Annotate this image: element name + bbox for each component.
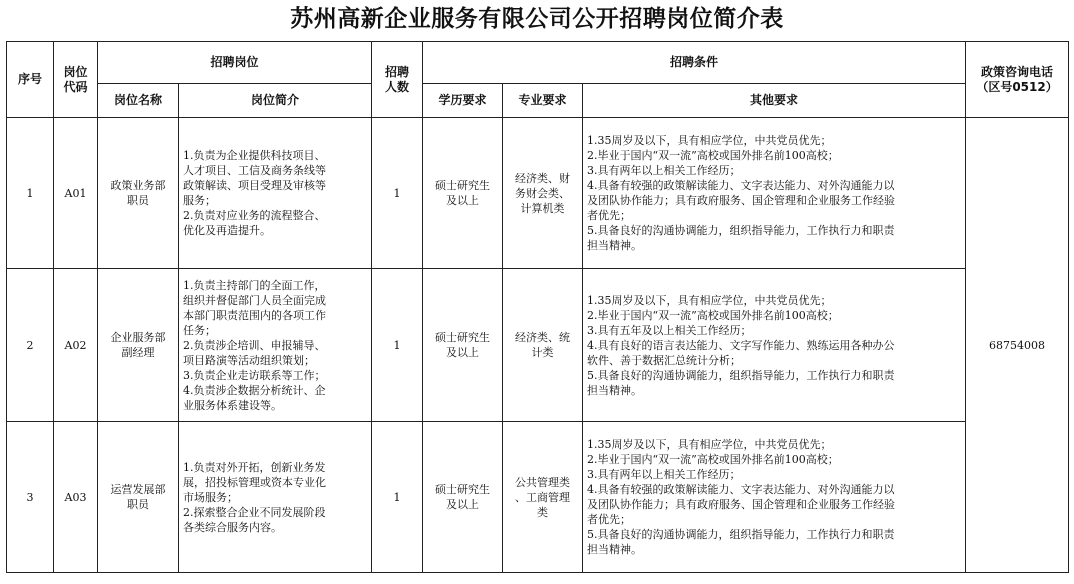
- other-line: 者优先；: [587, 513, 632, 526]
- desc-line: 组织并督促部门人员全面完成: [183, 293, 326, 307]
- name-line: 企业服务部: [110, 331, 166, 344]
- education-cell: [423, 118, 503, 269]
- table-row: [7, 422, 1069, 573]
- position-desc-cell: [179, 269, 372, 422]
- header-education: 学历要求: [423, 84, 503, 118]
- header-code: [54, 42, 98, 118]
- education-cell: [423, 269, 503, 422]
- count-cell: 1: [372, 118, 423, 269]
- other-requirements-cell: [583, 269, 966, 422]
- position-name-cell: [98, 118, 179, 269]
- page-title: 苏州高新企业服务有限公司公开招聘岗位简介表: [290, 6, 784, 32]
- major-line: 、工商管理: [515, 490, 571, 504]
- name-line: 副经理: [121, 346, 155, 359]
- desc-line: 本部门职责范围内的各项工作: [183, 308, 326, 322]
- code-cell: A02: [54, 269, 98, 422]
- desc-line: 业服务体系建设等。: [183, 398, 282, 412]
- other-line: 及团队协作能力；具有政府服务、国企管理和企业服务工作经验: [587, 194, 896, 207]
- header-position-name: 岗位名称: [98, 84, 179, 118]
- desc-line: 政策解读、项目受理及审核等: [183, 179, 326, 192]
- other-line: 3.具有五年及以上相关工作经历；: [587, 323, 752, 337]
- phone-cell: 68754008: [966, 118, 1069, 573]
- major-line: 计算机类: [520, 201, 565, 215]
- major-line: 务财会类、: [515, 186, 571, 200]
- desc-line: 2.负责涉企培训、申报辅导、: [183, 338, 326, 352]
- major-line: 计类: [531, 346, 554, 359]
- desc-line: 展，招投标管理或资本专业化: [183, 475, 326, 489]
- desc-line: 任务；: [183, 323, 216, 337]
- desc-line: 2.负责对应业务的流程整合、: [183, 209, 326, 222]
- desc-line: 人才项目、工信及商务条线等: [183, 164, 326, 177]
- header-row-1: [7, 42, 1069, 84]
- header-count-line: 人数: [385, 79, 410, 94]
- name-line: 运营发展部: [110, 483, 166, 496]
- header-position-desc: 岗位简介: [179, 84, 372, 118]
- other-line: 5.具备良好的沟通协调能力，组织指导能力，工作执行力和职责: [587, 528, 895, 541]
- major-line: 经济类、财: [515, 171, 571, 185]
- other-line: 软件、善于数据汇总统计分析；: [587, 353, 742, 367]
- seq-cell: 3: [7, 422, 54, 573]
- other-requirements-cell: [583, 118, 966, 269]
- desc-line: 各类综合服务内容。: [183, 520, 282, 534]
- count-cell: 1: [372, 422, 423, 573]
- header-count: [372, 42, 423, 118]
- header-other: 其他要求: [583, 84, 966, 118]
- header-seq: 序号: [7, 42, 54, 118]
- education-line: 及以上: [446, 498, 480, 511]
- desc-line: 1.负责对外开拓，创新业务发: [183, 460, 326, 474]
- other-line: 4.具备有较强的政策解读能力、文字表达能力、对外沟通能力以: [587, 483, 895, 496]
- major-line: 经济类、统: [515, 331, 571, 344]
- other-line: 担当精神。: [587, 239, 643, 252]
- major-cell: [503, 269, 583, 422]
- other-line: 及团队协作能力；具有政府服务、国企管理和企业服务工作经验: [587, 498, 896, 511]
- header-count-line: 招聘: [385, 64, 410, 79]
- position-name-cell: [98, 422, 179, 573]
- desc-line: 项目路演等活动组织策划；: [183, 353, 315, 367]
- education-line: 及以上: [446, 346, 480, 359]
- other-requirements-cell: [583, 422, 966, 573]
- header-code-line: 代码: [63, 79, 88, 94]
- header-position-group: 招聘岗位: [98, 42, 372, 84]
- major-line: 类: [537, 505, 549, 519]
- header-phone-line: （区号0512）: [976, 79, 1058, 94]
- major-cell: [503, 422, 583, 573]
- desc-line: 1.负责为企业提供科技项目、: [183, 149, 326, 162]
- other-line: 2.毕业于国内“双一流”高校或国外排名前100高校；: [587, 149, 839, 162]
- job-table: [6, 41, 1069, 573]
- header-phone-line: 政策咨询电话: [981, 64, 1054, 79]
- education-cell: [423, 422, 503, 573]
- other-line: 2.毕业于国内“双一流”高校或国外排名前100高校；: [587, 308, 839, 322]
- other-line: 3.具有两年以上相关工作经历；: [587, 468, 741, 481]
- position-desc-cell: [179, 422, 372, 573]
- desc-line: 2.探索整合企业不同发展阶段: [183, 505, 326, 519]
- header-phone: [966, 42, 1069, 118]
- code-cell: A03: [54, 422, 98, 573]
- desc-line: 3.负责企业走访联系等工作；: [183, 368, 326, 382]
- position-desc-cell: [179, 118, 372, 269]
- education-line: 硕士研究生: [435, 179, 491, 192]
- other-line: 1.35周岁及以下，具有相应学位，中共党员优先；: [587, 293, 832, 307]
- major-cell: [503, 118, 583, 269]
- desc-line: 优化及再造提升。: [183, 224, 271, 237]
- count-cell: 1: [372, 269, 423, 422]
- education-line: 硕士研究生: [435, 483, 491, 496]
- education-line: 及以上: [446, 194, 480, 207]
- code-cell: A01: [54, 118, 98, 269]
- major-line: 公共管理类: [515, 475, 571, 489]
- other-line: 4.具有良好的语言表达能力、文字写作能力、熟练运用各种办公: [587, 338, 895, 352]
- desc-line: 服务；: [183, 194, 216, 207]
- other-line: 1.35周岁及以下，具有相应学位，中共党员优先；: [587, 438, 832, 451]
- seq-cell: 1: [7, 118, 54, 269]
- seq-cell: 2: [7, 269, 54, 422]
- name-line: 职员: [127, 194, 149, 207]
- other-line: 担当精神。: [587, 383, 643, 397]
- other-line: 者优先；: [587, 209, 632, 222]
- header-code-line: 岗位: [63, 64, 88, 79]
- name-line: 政策业务部: [110, 179, 166, 192]
- desc-line: 1.负责主持部门的全面工作，: [183, 278, 326, 292]
- other-line: 5.具备良好的沟通协调能力，组织指导能力，工作执行力和职责: [587, 368, 895, 382]
- header-row-2: [7, 84, 1069, 118]
- other-line: 担当精神。: [587, 543, 643, 556]
- other-line: 5.具备良好的沟通协调能力，组织指导能力，工作执行力和职责: [587, 224, 895, 237]
- position-name-cell: [98, 269, 179, 422]
- header-conditions-group: 招聘条件: [423, 42, 966, 84]
- other-line: 4.具备有较强的政策解读能力、文字表达能力、对外沟通能力以: [587, 179, 895, 192]
- desc-line: 4.负责涉企数据分析统计、企: [183, 383, 326, 397]
- header-major: 专业要求: [503, 84, 583, 118]
- other-line: 3.具有两年以上相关工作经历；: [587, 164, 741, 177]
- other-line: 2.毕业于国内“双一流”高校或国外排名前100高校；: [587, 453, 839, 466]
- name-line: 职员: [127, 498, 149, 511]
- desc-line: 市场服务；: [183, 490, 238, 504]
- table-row: [7, 269, 1069, 422]
- table-row: [7, 118, 1069, 269]
- education-line: 硕士研究生: [435, 331, 491, 344]
- other-line: 1.35周岁及以下，具有相应学位，中共党员优先；: [587, 134, 832, 147]
